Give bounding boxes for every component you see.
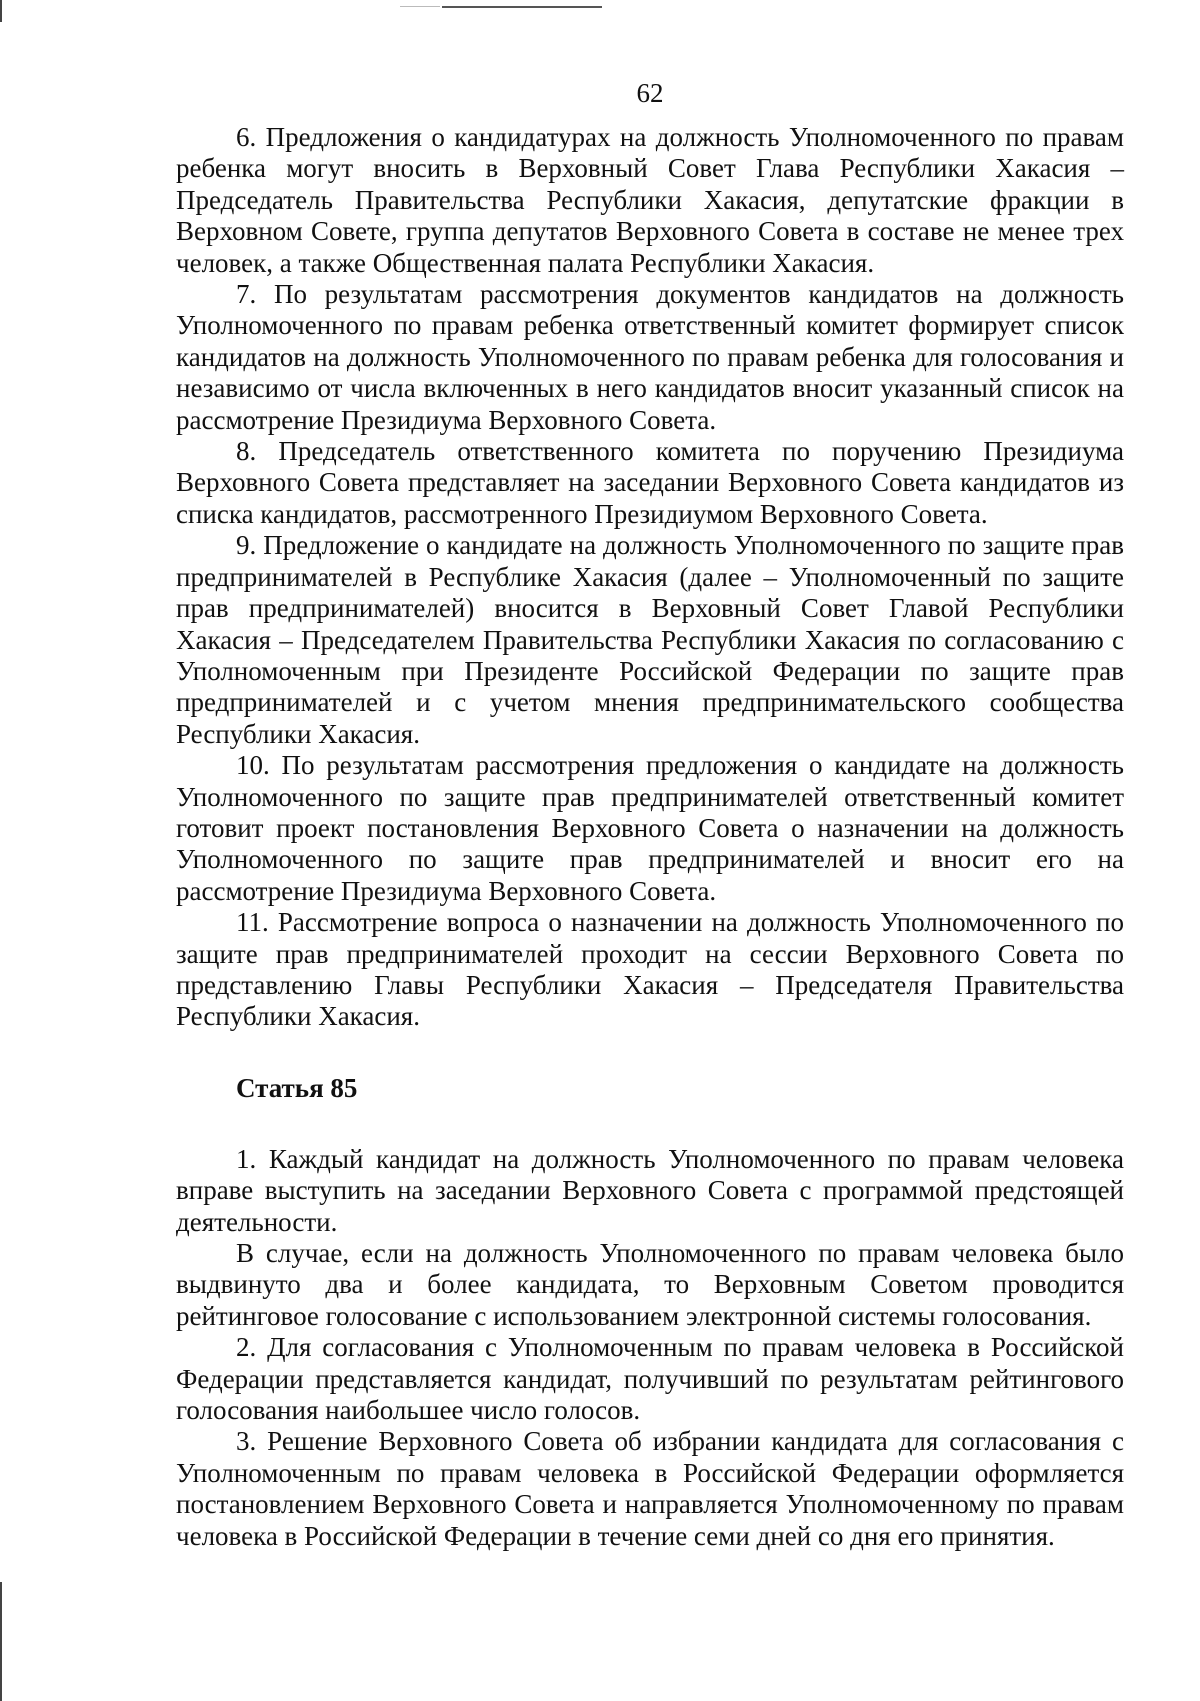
paragraph: 1. Каждый кандидат на должность Уполномоченного по правам человека вправе выступить на заседании Верховного Совета с программой предстоящей деятельности. [176, 1143, 1124, 1237]
scan-edge-mark [0, 0, 2, 22]
page-number: 62 [636, 78, 664, 108]
document-body [176, 122, 1124, 1552]
scan-artifact-line [400, 6, 440, 7]
scan-artifact-line [442, 6, 602, 8]
paragraph: 6. Предложения о кандидатурах на должность Уполномоченного по правам ребенка могут вносить в Верховный Совет Глава Республики Хакасия – Председатель Правительства Республики Хакасия, депутатские фракции в Верховном Совете, группа депутатов Верховного Совета в составе не менее трех человек, а также Общественная палата Республики Хакасия. [176, 122, 1124, 278]
scan-edge-mark [0, 1582, 2, 1701]
paragraph: 10. По результатам рассмотрения предложения о кандидате на должность Уполномоченного по защите прав предпринимателей ответственный комитет готовит проект постановления Верховного Совета о назначении на должность Уполномоченного по защите прав предпринимателей и вносит его на рассмотрение Президиума Верховного Совета. [176, 750, 1124, 906]
paragraph: 11. Рассмотрение вопроса о назначении на должность Уполномоченного по защите прав предпринимателей проходит на сессии Верховного Совета по представлению Главы Республики Хакасия – Председателя Правительства Республики Хакасия. [176, 907, 1124, 1032]
article-heading: Статья 85 [236, 1072, 358, 1103]
paragraph: 8. Председатель ответственного комитета по поручению Президиума Верховного Совета представляет на заседании Верховного Совета кандидатов из списка кандидатов, рассмотренного Президиумом Верховного Совета. [176, 436, 1124, 529]
paragraph: 9. Предложение о кандидате на должность Уполномоченного по защите прав предпринимателей в Республике Хакасия (далее – Уполномоченный по защите прав предпринимателей) вносится в Верховный Совет Главой Республики Хакасия – Председателем Правительства Республики Хакасия по согласованию с Уполномоченным при Президенте Российской Федерации по защите прав предпринимателей и с учетом мнения предпринимательского сообщества Республики Хакасия. [176, 530, 1124, 749]
paragraph: 7. По результатам рассмотрения документов кандидатов на должность Уполномоченного по правам ребенка ответственный комитет формирует список кандидатов на должность Уполномоченного по правам ребенка для голосования и независимо от числа включенных в него кандидатов вносит указанный список на рассмотрение Президиума Верховного Совета. [176, 279, 1124, 435]
paragraph: 3. Решение Верховного Совета об избрании кандидата для согласования с Уполномоченным по правам человека в Российской Федерации оформляется постановлением Верховного Совета и направляется Уполномоченному по правам человека в Российской Федерации в течение семи дней со дня его принятия. [176, 1426, 1124, 1551]
paragraph: 2. Для согласования с Уполномоченным по правам человека в Российской Федерации представляется кандидат, получивший по результатам рейтингового голосования наибольшее число голосов. [176, 1332, 1124, 1426]
paragraph: В случае, если на должность Уполномоченного по правам человека было выдвинуто два и более кандидата, то Верховным Советом проводится рейтинговое голосование с использованием электронной системы голосования. [176, 1238, 1124, 1331]
